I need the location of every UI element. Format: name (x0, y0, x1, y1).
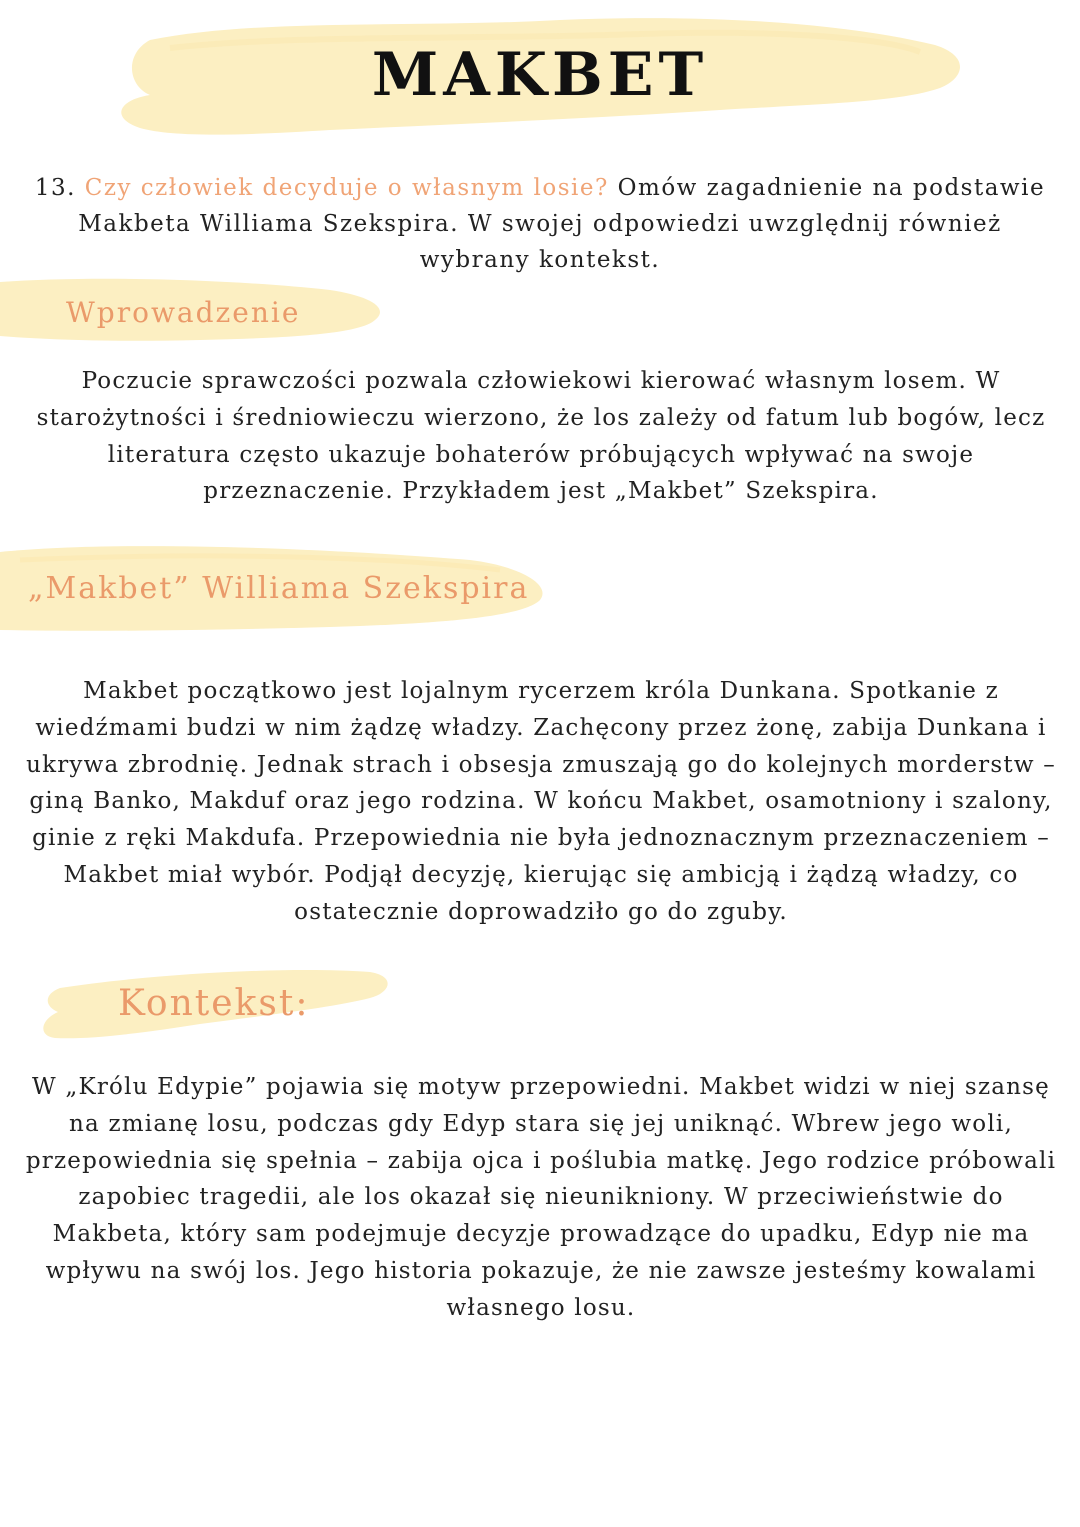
context-paragraph: W „Królu Edypie” pojawia się motyw przepowiedni. Makbet widzi w niej szansę na zmianę losu, podczas gdy Edyp stara się jej uniknąć. Wbrew jego woli, przepowiednia się spełnia – zabija ojca i poślubia matkę. Jego rodzice próbowali zapobiec tragedii, ale los okazał się nieunikniony. W przeciwieństwie do Makbeta, który sam podejmuje decyzje prowadzące do upadku, Edyp nie ma wpływu na swój los. Jego historia pokazuje, że nie zawsze jesteśmy kowalami własnego losu. (25, 1074, 1057, 1321)
context-heading: Kontekst: (118, 983, 310, 1024)
question-text: Omów zagadnienie na podstawie Makbeta Williama Szekspira. W swojej odpowiedzi uwzględnij również wybrany kontekst. (78, 175, 1046, 273)
question-highlight: Czy człowiek decyduje o własnym losie? (84, 175, 609, 201)
question (20, 170, 1060, 278)
makbet-paragraph: Makbet początkowo jest lojalnym rycerzem króla Dunkana. Spotkanie z wiedźmami budzi w nim żądzę władzy. Zachęcony przez żonę, zabija Dunkana i ukrywa zbrodnię. Jednak strach i obsesja zmuszają go do kolejnych morderstw – giną Banko, Makduf oraz jego rodzina. W końcu Makbet, osamotniony i szalony, ginie z ręki Makdufa. Przepowiednia nie była jednoznacznym przeznaczeniem – Makbet miał wybór. Podjął decyzję, kierując się ambicją i żądzą władzy, co ostatecznie doprowadziło go do zguby. (26, 678, 1056, 925)
intro-paragraph: Poczucie sprawczości pozwala człowiekowi kierować własnym losem. W starożytności i średniowieczu wierzono, że los zależy od fatum lub bogów, lecz literatura często ukazuje bohaterów próbujących wpływać na swoje przeznaczenie. Przykładem jest „Makbet” Szekspira. (36, 368, 1046, 505)
intro-heading: Wprowadzenie (66, 296, 301, 329)
makbet-heading: „Makbet” Williama Szekspira (28, 571, 530, 606)
question-number: 13. (34, 175, 76, 201)
page-title: MAKBET (371, 40, 709, 110)
